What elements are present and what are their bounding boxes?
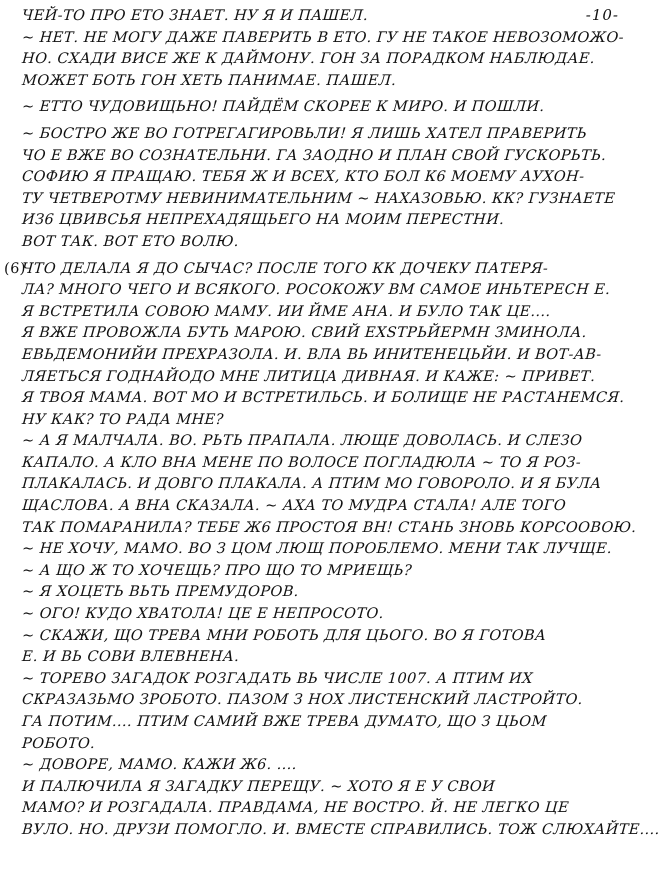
line-text: ЧЕЙ-ТО ПРО ЕТО ЗНАЕТ. НУ Я И ПАШЕЛ. xyxy=(21,8,369,24)
text-line xyxy=(21,518,637,540)
text-line xyxy=(21,302,632,324)
page-number: -10- xyxy=(585,6,619,24)
line-text: ~ ТОРЕВО ЗАГАДОК РОЗГАДАТЬ ВЬ ЧИСЛЕ 1007. А ПТИМ ИХ xyxy=(21,670,534,687)
text-line xyxy=(21,28,632,50)
line-text: ПЛАКАЛАСЬ. И ДОВГО ПЛАКАЛА. А ПТИМ МО ГОВОРОЛО. И Я БУЛА xyxy=(21,476,603,493)
line-text: ГА ПОТИМ.... ПТИМ САМИЙ ВЖЕ ТРЕВА ДУМАТО, ЩО З ЦЬОМ xyxy=(21,714,548,730)
line-text: ЧО Е ВЖЕ ВО СОЗНАТЕЛЬНИ. ГА ЗАОДНО И ПЛАН СВОЙ ГУСКОРЬТЬ. xyxy=(21,147,607,164)
text-line xyxy=(21,582,632,604)
line-text: ЩАСЛОВА. А ВНА СКАЗАЛА. ~ АХА ТО МУДРА СТАЛА! АЛЕ ТОГО xyxy=(21,498,567,515)
line-text: СОФИЮ Я ПРАЩАЮ. ТЕБЯ Ж И ВСЕХ, КТО БОЛ К6 МОЕМУ АУХОН- xyxy=(21,169,585,186)
text-line xyxy=(21,49,632,71)
line-text: СКРАЗАЗЬМО ЗРОБОТО. ПАЗОМ З НОХ ЛИСТЕНСКИЙ ЛАСТРОЙТО. xyxy=(21,692,584,709)
line-text: ~ ОГО! КУДО ХВАТОЛА! ЦЕ Е НЕПРОСОТО. xyxy=(21,606,385,623)
text-line xyxy=(21,431,632,453)
text-line xyxy=(21,6,632,28)
line-text: ЛА? МНОГО ЧЕГО И ВСЯКОГО. РОСОКОЖУ ВМ САМОЕ ИНЬТЕРЕСН Е. xyxy=(21,282,611,299)
line-text: И ПАЛЮЧИЛА Я ЗАГАДКУ ПЕРЕЩУ. ~ ХОТО Я Е У СВОИ xyxy=(21,778,496,795)
handwritten-text xyxy=(3,6,661,842)
text-line xyxy=(21,367,632,389)
text-line xyxy=(21,820,661,842)
line-text: МОЖЕТ БОТЬ ГОН ХЕТЬ ПАНИМАЕ. ПАШЕЛ. xyxy=(21,72,397,89)
text-line xyxy=(21,474,632,496)
text-line xyxy=(21,97,632,119)
line-text: ЧТО ДЕЛАЛА Я ДО СЫЧАС? ПОСЛЕ ТОГО КК ДОЧЕКУ ПАТЕРЯ- xyxy=(21,260,549,277)
line-text: ~ Я ХОЦЕТЬ ВЬТЬ ПРЕМУДОРОВ. xyxy=(21,584,300,601)
text-line xyxy=(21,146,632,168)
text-line xyxy=(21,604,632,626)
line-text: ~ НЕТ. НЕ МОГУ ДАЖЕ ПАВЕРИТЬ В ЕТО. ГУ НЕ ТАКОЕ НЕВОЗОМОЖО- xyxy=(21,29,625,46)
line-text: ~ ЕТТО ЧУДОВИЩЬНО! ПАЙДЁМ СКОРЕЕ К МИРО. И ПОШЛИ. xyxy=(21,99,546,116)
line-text: ~ А Я МАЛЧАЛА. ВО. РЬТЬ ПРАПАЛА. ЛЮЩЕ ДОВОЛАСЬ. И СЛЕЗО xyxy=(21,433,583,450)
line-text: ~ А ЩО Ж ТО ХОЧЕЩЬ? ПРО ЩО ТО МРИЕЩЬ? xyxy=(21,562,413,579)
line-text: НУ КАК? ТО РАДА МНЕ? xyxy=(21,411,225,428)
text-line xyxy=(21,167,632,189)
text-line xyxy=(21,189,632,211)
text-line xyxy=(21,734,632,756)
text-line xyxy=(21,669,632,691)
line-text: ТУ ЧЕТВЕРОТМУ НЕВИНИМАТЕЛЬНИМ ~ НАХАЗОВЬЮ. КК? ГУЗНАЕТЕ xyxy=(21,190,616,207)
line-text: ВУЛО. НО. ДРУЗИ ПОМОГЛО. И. ВМЕСТЕ СПРАВИЛИСЬ. ТОЖ СЛЮХАЙТЕ.... xyxy=(21,821,661,838)
text-line xyxy=(21,777,632,799)
text-line xyxy=(21,755,632,777)
text-line xyxy=(21,647,632,669)
line-text: КАПАЛО. А КЛО ВНА МЕНЕ ПО ВОЛОСЕ ПОГЛАДЮЛА ~ ТО Я РОЗ- xyxy=(21,454,582,471)
text-line xyxy=(21,453,632,475)
text-line xyxy=(21,71,632,93)
text-line xyxy=(21,410,632,432)
text-line xyxy=(21,232,632,254)
text-line xyxy=(21,561,632,583)
line-text: ЛЯЕТЬСЯ ГОДНАЙОДО МНЕ ЛИТИЦА ДИВНАЯ. И КАЖЕ: ~ ПРИВЕТ. xyxy=(21,368,596,385)
line-text: ТАК ПОМАРАНИЛА? ТЕБЕ Ж6 ПРОСТОЯ ВН! СТАНЬ ЗНОВЬ КОРСООВОЮ. xyxy=(21,519,637,536)
paragraph-gap xyxy=(22,254,631,259)
line-text: ВОТ ТАК. ВОТ ЕТО ВОЛЮ. xyxy=(21,233,240,250)
text-line xyxy=(21,323,632,345)
line-text: Я ТВОЯ МАМА. ВОТ МО И ВСТРЕТИЛЬСЬ. И БОЛИЩЕ НЕ РАСТАНЕМСЯ. xyxy=(21,390,626,407)
line-text: РОБОТО. xyxy=(21,735,96,752)
line-text: Е. И ВЬ СОВИ ВЛЕВНЕНА. xyxy=(21,649,240,666)
text-line xyxy=(21,388,632,410)
text-line xyxy=(21,712,632,734)
line-text: ~ НЕ ХОЧУ, МАМО. ВО З ЦОМ ЛЮЩ ПОРОБЛЕМО. МЕНИ ТАК ЛУЧЩЕ. xyxy=(21,541,613,558)
line-text: ~ ДОВОРЕ, МАМО. КАЖИ Ж6. .... xyxy=(21,757,298,774)
section-mark: (6) xyxy=(3,260,27,277)
text-line xyxy=(21,210,632,232)
text-line xyxy=(3,259,632,281)
text-line xyxy=(21,539,632,561)
line-text: ~ СКАЖИ, ЩО ТРЕВА МНИ РОБОТЬ ДЛЯ ЦЬОГО. ВО Я ГОТОВА xyxy=(21,627,547,644)
line-text: ИЗ6 ЦВИВСЬЯ НЕПРЕХАДЯЩЬЕГО НА МОИМ ПЕРЕСТНИ. xyxy=(21,212,505,229)
text-line xyxy=(21,124,632,146)
text-line xyxy=(21,798,632,820)
line-text: НО. СХАДИ ВИСЕ ЖЕ К ДАЙМОНУ. ГОН ЗА ПОРАДКОМ НАБЛЮДАЕ. xyxy=(21,51,596,68)
line-text: Я ВСТРЕТИЛА СОВОЮ МАМУ. ИИ ЙМЕ АНА. И БУЛО ТАК ЦЕ.... xyxy=(21,303,552,320)
text-line xyxy=(21,280,632,302)
line-text: ~ БОСТРО ЖЕ ВО ГОТРЕГАГИРОВЬЛИ! Я ЛИШЬ ХАТЕЛ ПРАВЕРИТЬ xyxy=(21,125,588,142)
text-line xyxy=(21,690,632,712)
text-line xyxy=(21,626,632,648)
line-text: Я ВЖЕ ПРОВОЖЛА БУТЬ МАРОЮ. СВИЙ EXSTРЬЙЕРМН ЗМИНОЛА. xyxy=(21,325,588,342)
line-text: ЕВЬДЕМОНИЙИ ПРЕХРАЗОЛА. И. ВЛА ВЬ ИНИТЕНЕЦЬЙИ. И ВОТ-АВ- xyxy=(21,346,603,363)
text-line xyxy=(21,345,632,367)
line-text: МАМО? И РОЗГАДАЛА. ПРАВДАМА, НЕ ВОСТРО. Й. НЕ ЛЕГКО ЦЕ xyxy=(21,800,570,817)
text-line xyxy=(21,496,632,518)
